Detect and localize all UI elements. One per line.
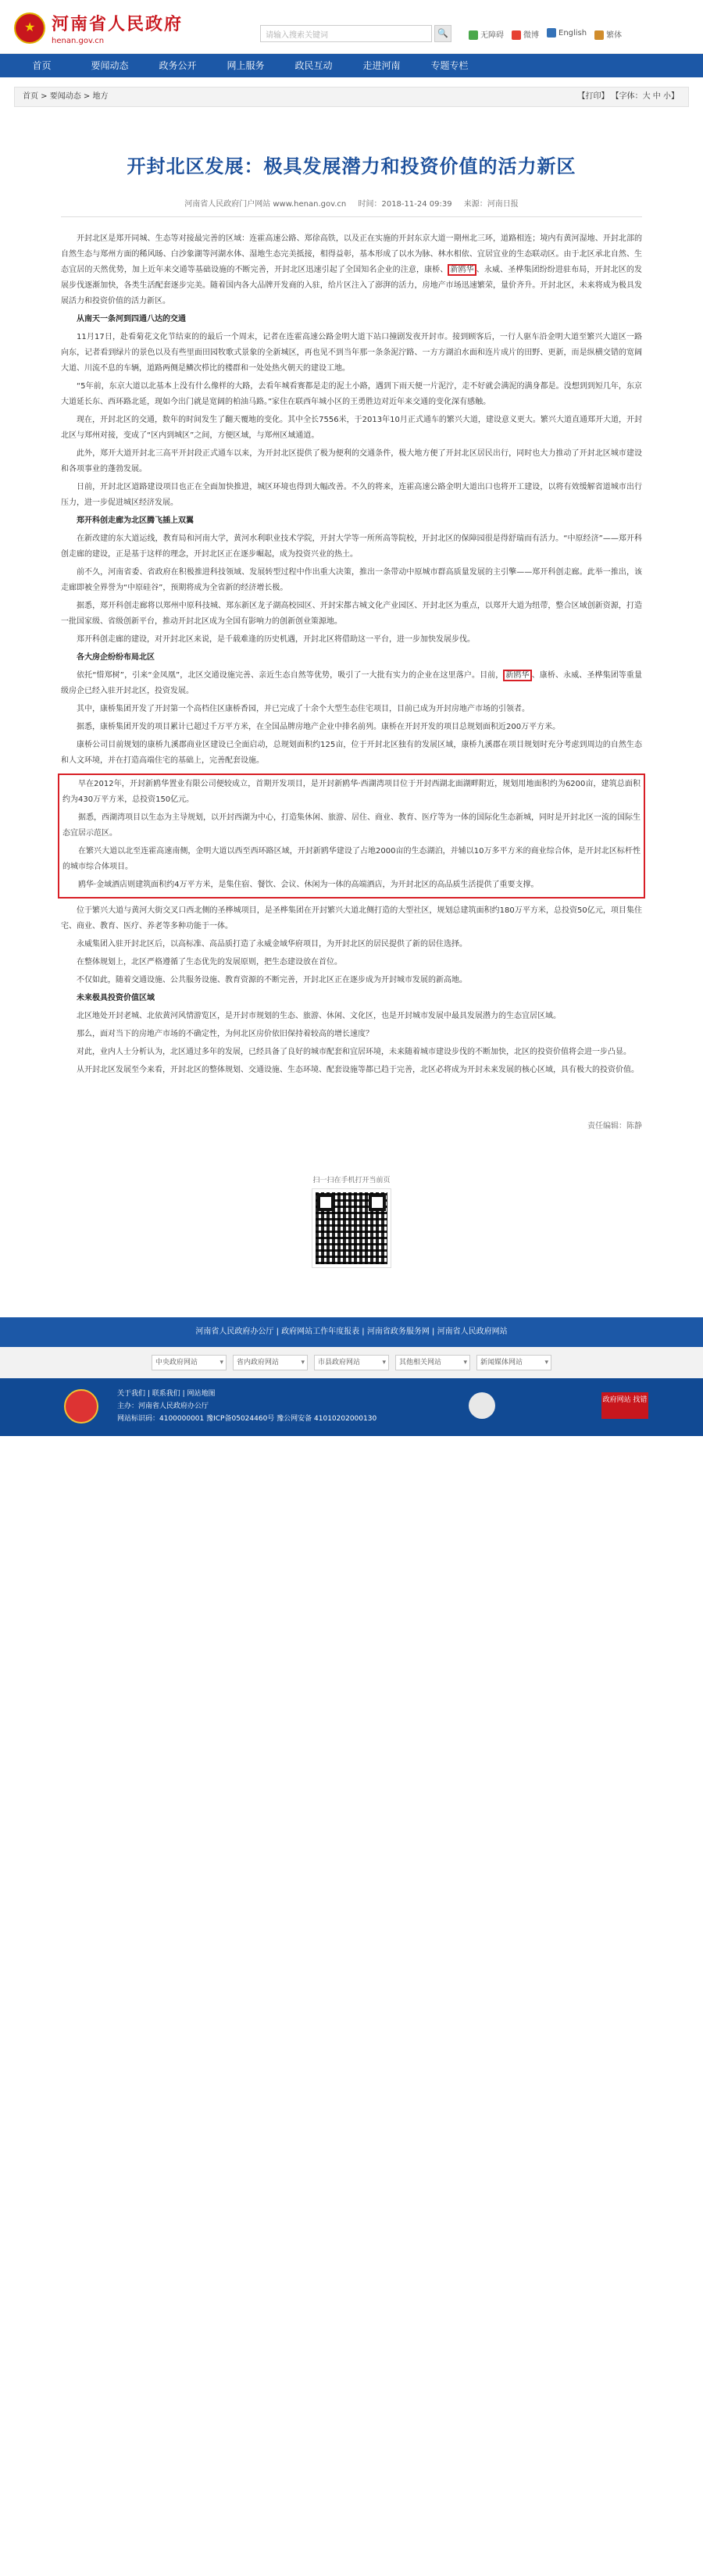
qr-code-icon — [312, 1189, 391, 1267]
paragraph: 开封北区是郑开同城、生态等对接最完善的区域：连霍高速公路、郑徐高铁，以及正在实施的开封东京大道一期州北三环，道路相连；境内有黄河湿地、开封北部的自然生态与郑州方面的稀风旸、白沙象湖等河湖水体、湿地生态完美抵接，相得益彰，基本形成了以水为脉、林水相依、宜居宜业的生态联动区。由于北区承北自然、生态宜居的天然优势，加上近年来交通等基础设施的不断完善，开封北区迅速引起了全国知名企业的注意，康桥、 新鸥华 、永威、圣桦集团纷纷进驻布局，开封北区的发展步伐逐渐加快，各类生活配套逐步完美。随着国内各大品牌开发商的入驻，给片区注入了澎湃的活力，房地产市场迅速繁荣，量价齐升。开封北区，未来将成为极具发展活力和投资价值的活力新区。 — [61, 234, 643, 305]
nav-about-henan[interactable]: 走进河南 — [362, 60, 401, 71]
footer-links[interactable]: 河南省人民政府办公厅 | 政府网站工作年度报表 | 河南省政务服务网 | 河南省人民政府网站 — [0, 1317, 703, 1347]
main-nav — [0, 54, 703, 77]
select-other-sites[interactable]: 其他相关网站 ▾ — [395, 1355, 470, 1370]
paragraph: 在新改建的东大道运线，教育局和河南大学，黄河水利职业技术学院，开封大学等一所所高等院校，开封北区的保障园很是得舒瑞而有活力。“中原经济”——郑开科创走廊的建设，正是基于这样的理念，开封北区正在逐步崛起，成为投资兴业的热土。 — [61, 534, 642, 559]
error-report-badge[interactable]: 政府网站 找错 — [601, 1392, 648, 1419]
paragraph: 在整体规划上，北区严格遵循了生态优先的发展原则，把生态建设放在首位。 — [77, 958, 342, 966]
english-icon — [547, 28, 556, 38]
traditional-icon — [594, 30, 604, 40]
footer-info — [117, 1388, 376, 1425]
article-meta — [61, 197, 642, 217]
paragraph: 其中，康桥集团开发了开封第一个高档住区康桥香园，并已完成了十余个大型生态住宅项目，目前已成为开封房地产市场的引领者。 — [77, 705, 530, 713]
paragraph: 郑开科创走廊的建设，对开封北区来说，是千载难逢的历史机遇，开封北区将借助这一平台，进一步加快发展步伐。 — [77, 635, 475, 644]
article-body — [61, 231, 642, 1078]
section-heading: 郑开科创走廊为北区腾飞插上双翼 — [77, 516, 194, 525]
traditional-link[interactable]: 繁体 — [594, 28, 622, 40]
highlighted-company: 新鸥华 — [503, 670, 531, 681]
paragraph: 对此，业内人士分析认为，北区通过多年的发展，已经具备了良好的城市配套和宜居环境，未来随着城市建设步伐的不断加快，北区的投资价值将会进一步凸显。 — [77, 1048, 631, 1056]
paragraph: 据悉，西湖湾项目以生态为主导规划，以开封西湖为中心，打造集休闲、旅游、居住、商业、教育、医疗等为一体的国际化生态新城，同时是开封北区一流的国际生态宜居示范区。 — [62, 813, 641, 838]
paragraph: 位于繁兴大道与黄河大街交叉口西北侧的圣桦城项目，是圣桦集团在开封繁兴大道北侧打造的大型社区，规划总建筑面积约180万平方米，总投资50亿元，项目集住宅、商业、教育、医疗、养老等多种功能于一体。 — [61, 906, 642, 931]
article — [14, 151, 689, 1267]
select-central-gov[interactable]: 中央政府网站 ▾ — [152, 1355, 227, 1370]
weibo-icon — [512, 30, 521, 40]
paragraph: 依托“惜郑树”，引来“金凤凰”，北区交通设施完善、亲近生态自然等优势，吸引了一大批有实力的企业在这里落户。目前， 新鸥华 、康桥、永威、圣桦集团等重量级房企已经入驻开封北区，投资发展。 — [61, 671, 642, 695]
responsible-editor: 责任编辑：陈静 — [587, 1122, 642, 1131]
footer-registration: 网站标识码：4100000001 豫ICP备05024460号 豫公网安备 41010202000130 — [117, 1415, 377, 1423]
paragraph: 早在2012年，开封新鸥华置业有限公司便较成立，首期开发项目，是开封新鸥华·西湖湾项目位于开封西湖北面湖畔附近，规划用地面积约为6200亩，建筑总面积约为430万平方米，总投资150亿元。 — [62, 780, 641, 804]
article-title: 开封北区发展：极具发展潜力和投资价值的活力新区 — [127, 155, 576, 177]
paragraph: 据悉，康桥集团开发的项目累计已超过千万平方米，在全国品牌房地产企业中排名前列。康桥在开封开发的项目总规划面积近200万平方米。 — [77, 723, 561, 731]
nav-online-services[interactable]: 网上服务 — [227, 60, 265, 71]
paragraph: 那么，面对当下的房地产市场的不确定性，为何北区房价依旧保持着较高的增长速度？ — [77, 1030, 373, 1038]
paragraph: 北区地处开封老城、北依黄河风情游览区，是开封市规划的生态、旅游、休闲、文化区，也是开封城市发展中最具发展潜力的生态宜居区域。 — [77, 1012, 561, 1020]
section-heading: 各大房企纷纷布局北区 — [77, 653, 155, 662]
paragraph: 在繁兴大道以北至连霍高速南侧，金明大道以西至西环路区域，开封新鸥华建设了占地2000亩的生态湖泊，并辅以10万多平方米的商业综合体，是开封北区标杆性的城市综合体项目。 — [62, 847, 641, 871]
footer-selects — [0, 1347, 703, 1378]
paragraph: 11月17日，赴看菊花文化节结束的的最后一个周末，记者在连霍高速公路金明大道下站口撞剧发夜开封市。接到顾客后，一行人驱车沿金明大道至繁兴大道区一路向东，记者看到绿片的景色以及有些里面田园牧歌式景象的全新城区，再也见不到当年那一条条泥泞路、一方方湖泊水面和连片成片的田野、更新，而是纵横交错的宽阔大道、川流不息的车辆，道路两侧是鳞次栉比的楼群和一处处热火朝天的建设工地。 — [61, 333, 642, 373]
search-input[interactable]: 请输入搜索关键词 — [260, 25, 432, 42]
article-time: 时间：2018-11-24 09:39 — [358, 200, 452, 209]
footer-bottom — [0, 1378, 703, 1436]
national-emblem-icon — [14, 13, 45, 44]
paragraph: 鸥华·金域酒店则建筑面积约4万平方米，是集住宿、餐饮、会议、休闲为一体的高端酒店，为开封北区的高品质生活提供了重要支撑。 — [78, 881, 539, 889]
footer-about-links[interactable]: 关于我们 | 联系我们 | 网站地图 — [117, 1390, 216, 1398]
select-province-gov[interactable]: 省内政府网站 ▾ — [233, 1355, 308, 1370]
weibo-link[interactable]: 微博 — [512, 28, 539, 40]
top-links — [469, 28, 622, 40]
paragraph: 日前，开封北区道路建设项目也正在全面加快推进，城区环境也得到大幅改善。不久的将来，连霍高速公路金明大道出口也将开工建设，以将有效缓解省道城市出行压力，进一步促进城区经济发展。 — [61, 483, 642, 507]
nav-news[interactable]: 要闻动态 — [91, 60, 129, 71]
breadcrumb-path[interactable]: 首页 > 要闻动态 > 地方 — [23, 92, 109, 101]
highlighted-box — [58, 774, 645, 899]
breadcrumb — [14, 87, 689, 107]
party-gov-emblem-icon[interactable] — [64, 1389, 98, 1424]
nav-home[interactable]: 首页 — [32, 60, 52, 71]
paragraph: 康桥公司目前规划的康桥九溪郡商业区建设已全面启动，总规划面积约125亩，位于开封北区独有的发展区域，康桥九溪郡在项目规划时充分考虑到周边的自然生态和人文环境，并在打造高端住宅的基础上，完善配套设施。 — [61, 741, 642, 765]
paragraph: 不仅如此，随着交通设施、公共服务设施、教育资源的不断完善，开封北区正在逐步成为开封城市发展的新高地。 — [77, 976, 467, 984]
paragraph: 据悉，郑开科创走廊将以郑州中原科技城、郑东新区龙子湖高校园区、开封宋都古城文化产业园区、开封北区为重点，以郑开大道为纽带，整合区域创新资源，打造一批国家级、省级创新平台，推动开封北区成为全国有影响力的创新创业策源地。 — [61, 602, 642, 626]
accessibility-link[interactable]: 无障碍 — [469, 28, 504, 40]
highlighted-company: 新鸥华 — [448, 264, 476, 276]
english-link[interactable]: English — [547, 28, 587, 40]
paragraph: 现在，开封北区的交通，数年的时间发生了翻天覆地的变化。其中全长7556米，于2013年10月正式通车的繁兴大道，建设意义更大。繁兴大道直通郑开大道，开封北区与郑州对接，变成了“区内到城区”之间，方便区域，与郑州区域通道。 — [61, 416, 642, 440]
nav-special-topics[interactable]: 专题专栏 — [430, 60, 469, 71]
section-heading: 未来极具投资价值区域 — [77, 994, 155, 1002]
accessibility-icon — [469, 30, 478, 40]
select-media-sites[interactable]: 新闻媒体网站 ▾ — [476, 1355, 551, 1370]
section-heading: 从南天一条河到四通八达的交通 — [77, 315, 186, 323]
accessibility-badge-icon[interactable] — [469, 1392, 495, 1419]
site-logo[interactable] — [14, 11, 183, 45]
paragraph: 永威集团入驻开封北区后，以高标准、高品质打造了永威金域华府项目，为开封北区的居民提供了新的居住选择。 — [77, 940, 467, 949]
paragraph: 此外，郑开大道开封北三高平开封段正式通车以来，为开封北区提供了极为便利的交通条件，极大地方便了开封北区居民出行，同时也大力推动了开封北区城市建设和各项事业的蓬勃发展。 — [61, 449, 642, 473]
nav-interaction[interactable]: 政民互动 — [294, 60, 333, 71]
search-icon[interactable]: 🔍 — [434, 25, 451, 42]
paragraph: 从开封北区发展至今来看，开封北区的整体规划、交通设施、生态环境、配套设施等都已趋于完善，北区必将成为开封未来发展的核心区域，具有极大的投资价值。 — [77, 1066, 639, 1074]
qr-section — [61, 1174, 642, 1267]
footer-host: 主办：河南省人民政府办公厅 — [117, 1402, 209, 1410]
paragraph: 前不久，河南省委、省政府在积极推进科技领域、发展转型过程中作出重大决策，推出一条带动中原城市群高质量发展的主引擎——郑开科创走廊。此举一推出，该走廊即被全界誉为“中原硅谷”，预期将成为全省新的经济增长极。 — [61, 568, 642, 592]
paragraph: “5年前，东京大道以北基本上没有什么像样的大路，去看年城看赛都是走的泥土小路，遇到下雨天便一片泥泞，走不好就会满泥的满身都是。没想到到短几年，东京大道延长东、西环路北延，现如今出门就是宽阔的柏油马路。”家住在联西年城小区的王勇胜边对近年来交通的变化深有感触。 — [61, 382, 642, 406]
qr-caption: 扫一扫在手机打开当前页 — [312, 1177, 391, 1184]
header — [0, 0, 703, 54]
print-font-tools[interactable]: 【打印】 【字体：大 中 小】 — [577, 92, 679, 101]
select-city-gov[interactable]: 市县政府网站 ▾ — [314, 1355, 389, 1370]
nav-government-affairs[interactable]: 政务公开 — [159, 60, 197, 71]
article-source-site: 河南省人民政府门户网站 www.henan.gov.cn — [184, 200, 347, 209]
article-origin: 来源：河南日报 — [463, 200, 519, 209]
site-name: 河南省人民政府 — [52, 14, 184, 34]
site-domain: henan.gov.cn — [52, 37, 105, 45]
